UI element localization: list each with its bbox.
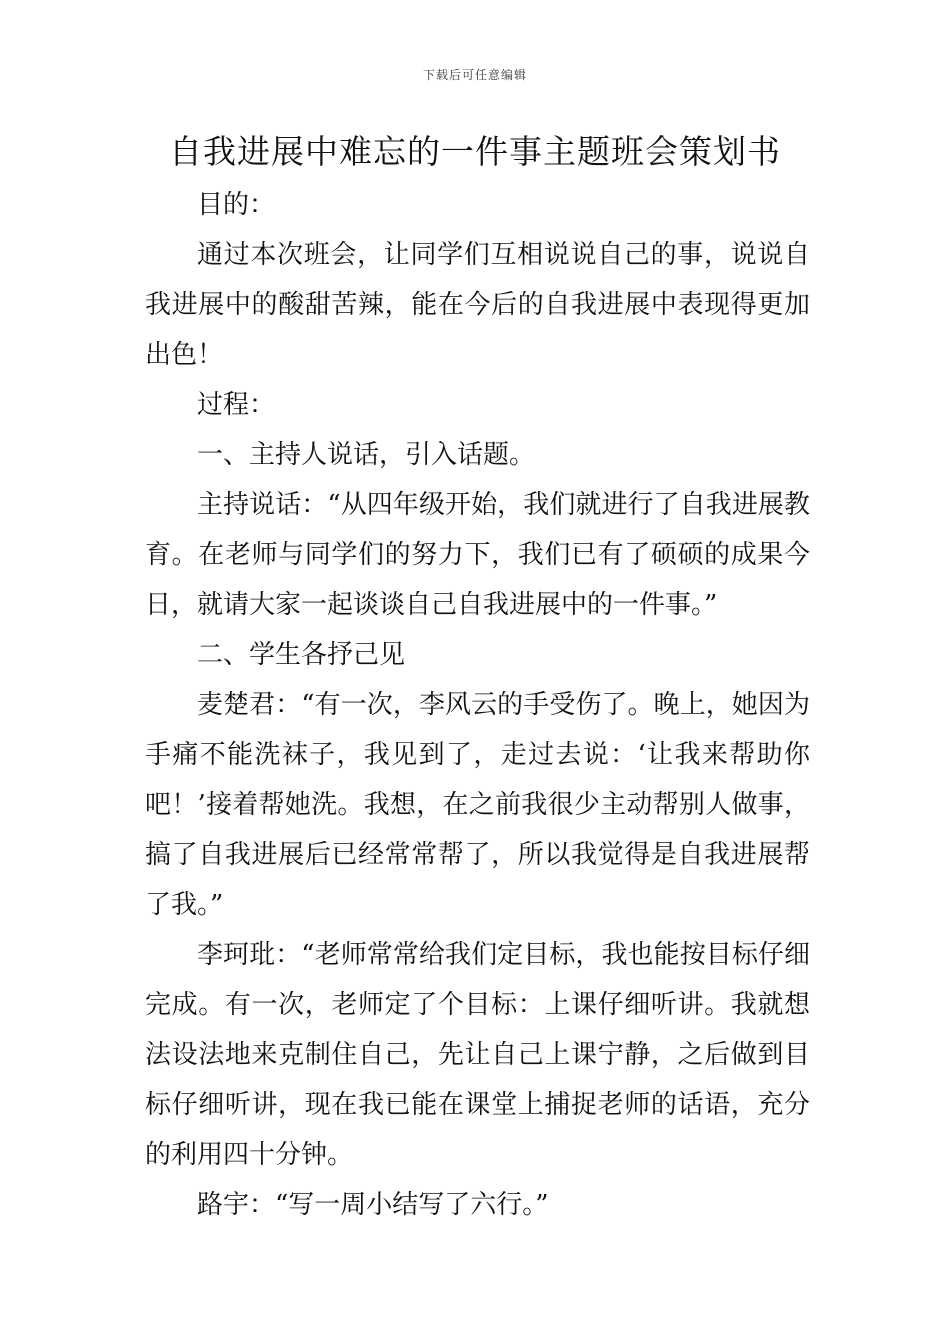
step-two-heading: 二、学生各抒己见	[197, 640, 406, 670]
header-note: 下载后可任意编辑	[422, 68, 527, 82]
paragraph-purpose: 通过本次班会，让同学们互相说说自己的事，说说自我进展中的酸甜苦辣，能在今后的自我进展中表现得更加出色！	[145, 240, 810, 370]
document-title: 自我进展中难忘的一件事主题班会策划书	[169, 132, 781, 171]
paragraph-student-3: 路宇：“写一周小结写了六行。”	[197, 1190, 549, 1220]
paragraph-student-1: 麦楚君：“有一次，李风云的手受伤了。晚上，她因为手痛不能洗袜子，我见到了，走过去说：‘让我来帮助你吧！’接着帮她洗。我想，在之前我很少主动帮别人做事，搞了自我进展后已经常常帮了，所以我觉得是自我进展帮了我。”	[145, 690, 810, 920]
paragraph-student-2: 李珂玭：“老师常常给我们定目标，我也能按目标仔细完成。有一次，老师定了个目标：上课仔细听讲。我就想法设法地来克制住自己，先让自己上课宁静，之后做到目标仔细听讲，现在我已能在课堂上捕捉老师的话语，充分的利用四十分钟。	[145, 940, 810, 1170]
step-one-heading: 一、主持人说话，引入话题。	[197, 440, 536, 470]
document-body	[145, 180, 810, 1230]
section-label-purpose: 目的：	[197, 190, 276, 220]
paragraph-host-speech: 主持说话：“从四年级开始，我们就进行了自我进展教育。在老师与同学们的努力下，我们已有了硕硕的成果今日，就请大家一起谈谈自己自我进展中的一件事。”	[145, 490, 810, 620]
section-label-process: 过程：	[197, 390, 276, 420]
